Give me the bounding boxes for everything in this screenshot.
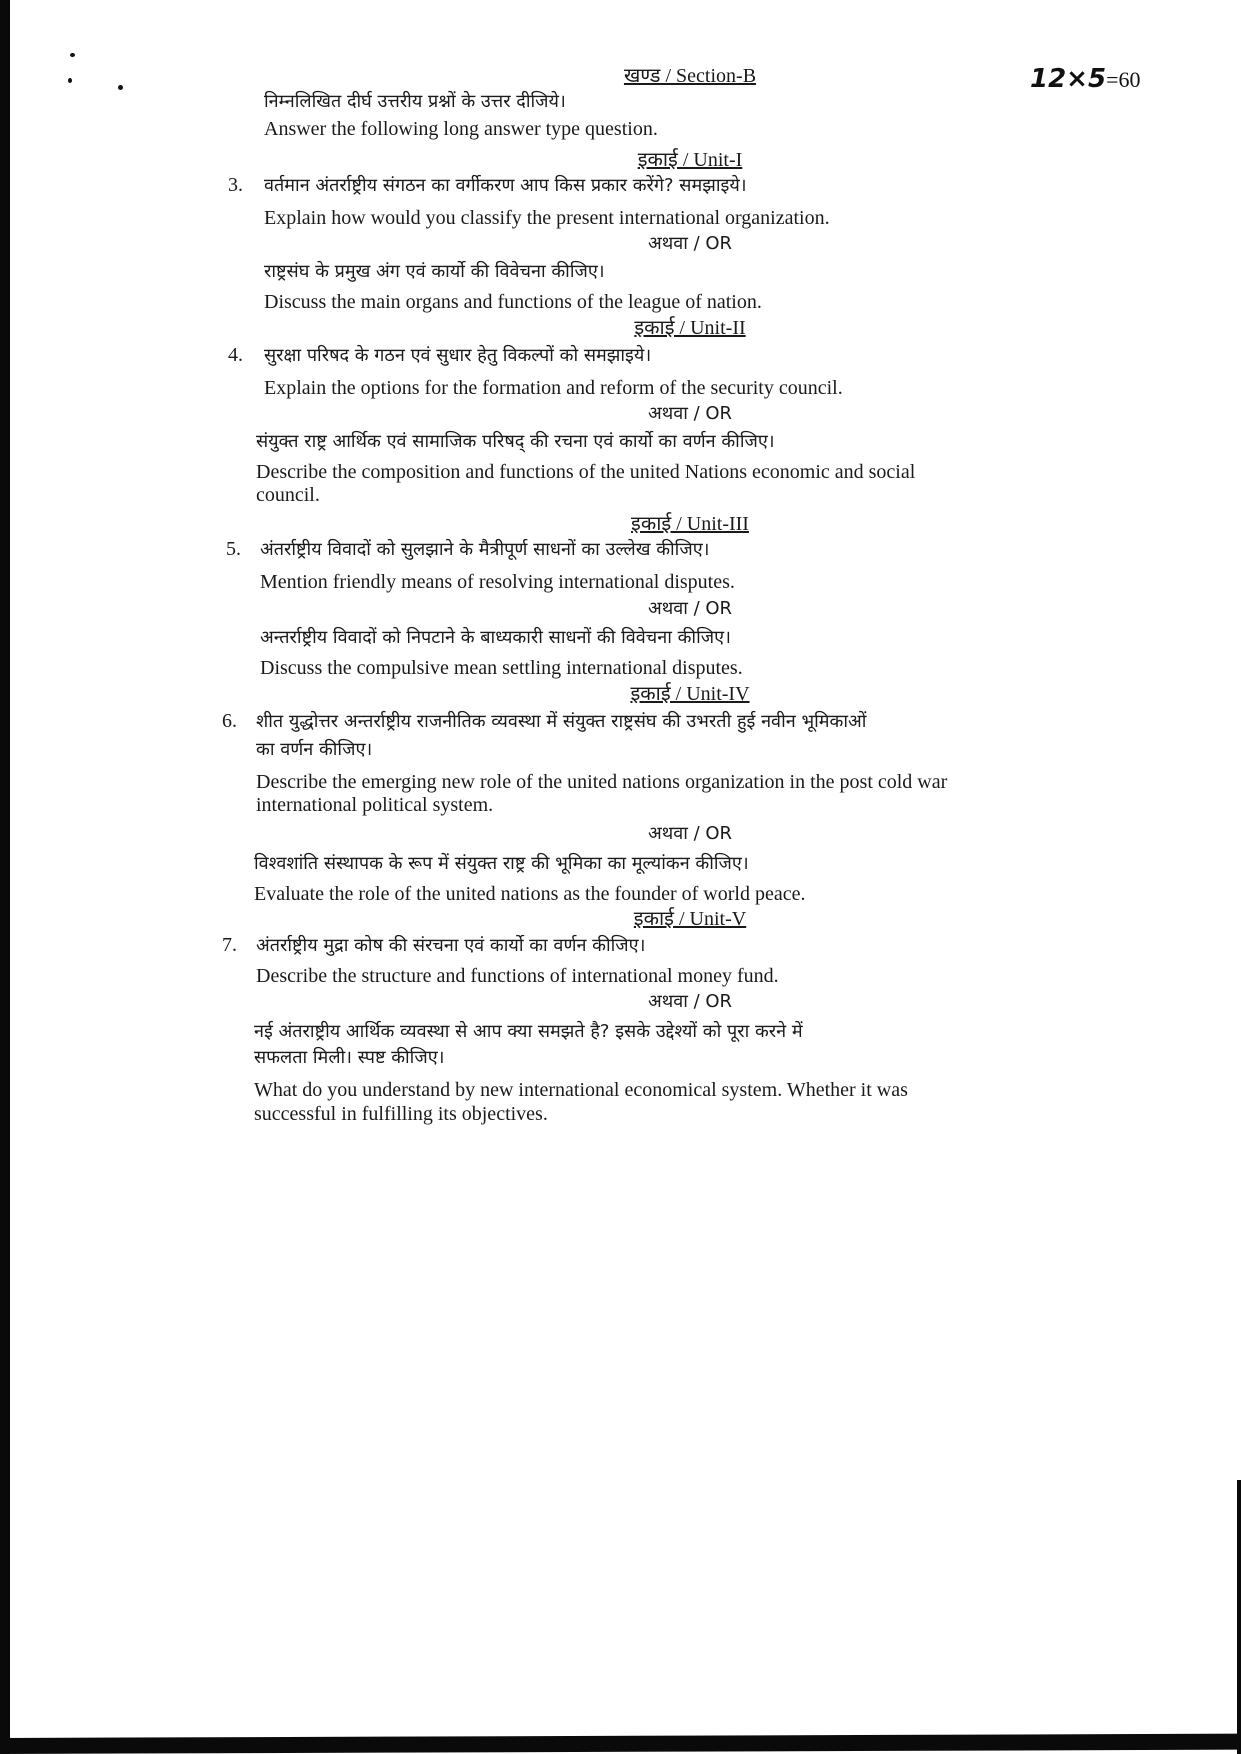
question-english: Describe the emerging new role of the united nations organization in the post cold war bbox=[256, 771, 948, 793]
question-hindi: सुरक्षा परिषद के गठन एवं सुधार हेतु विकल्पों को समझाइये। bbox=[264, 345, 652, 366]
unit-heading: इकाई / Unit-IV bbox=[630, 683, 750, 705]
question-hindi: अंतर्राष्ट्रीय विवादों को सुलझाने के मैत्रीपूर्ण साधनों का उल्लेख कीजिए। bbox=[260, 539, 710, 560]
question-number: 5. bbox=[226, 538, 241, 560]
alt-question-english: Evaluate the role of the united nations as the founder of world peace. bbox=[254, 883, 806, 905]
alt-question-hindi: नई अंतराष्ट्रीय आर्थिक व्यवस्था से आप क्या समझते है? इसके उद्देश्यों को पूरा करने में bbox=[254, 1021, 803, 1042]
question-number: 4. bbox=[228, 344, 243, 366]
alt-question-english: Discuss the main organs and functions of the league of nation. bbox=[264, 291, 762, 313]
marks-total: =60 bbox=[1106, 67, 1141, 92]
unit-heading: इकाई / Unit-II bbox=[634, 317, 746, 339]
question-english-cont: international political system. bbox=[256, 794, 494, 816]
alt-question-hindi: संयुक्त राष्ट्र आर्थिक एवं सामाजिक परिषद् की रचना एवं कार्यो का वर्णन कीजिए। bbox=[256, 431, 775, 452]
alt-question-english-cont: council. bbox=[256, 484, 320, 506]
alt-question-hindi: राष्ट्रसंघ के प्रमुख अंग एवं कार्यो की विवेचना कीजिए। bbox=[264, 261, 605, 282]
question-hindi: शीत युद्धोत्तर अन्तर्राष्ट्रीय राजनीतिक व्यवस्था में संयुक्त राष्ट्रसंघ की उभरती हुई नवीन भूमिकाओं bbox=[256, 711, 867, 732]
instruction-english: Answer the following long answer type question. bbox=[264, 118, 658, 140]
marks-handwritten: 12×5 bbox=[1030, 64, 1107, 94]
scan-speck bbox=[70, 53, 75, 57]
question-hindi: वर्तमान अंतर्राष्ट्रीय संगठन का वर्गीकरण आप किस प्रकार करेंगे? समझाइये। bbox=[264, 175, 747, 196]
unit-heading: इकाई / Unit-V bbox=[633, 908, 747, 930]
or-separator: अथवा / OR bbox=[647, 403, 733, 424]
or-separator: अथवा / OR bbox=[647, 598, 733, 619]
instruction-hindi: निम्नलिखित दीर्घ उत्तरीय प्रश्नों के उत्तर दीजिये। bbox=[264, 91, 566, 112]
or-separator: अथवा / OR bbox=[647, 991, 733, 1012]
alt-question-hindi: विश्वशांति संस्थापक के रूप में संयुक्त राष्ट्र की भूमिका का मूल्यांकन कीजिए। bbox=[254, 853, 749, 874]
question-english: Explain how would you classify the present international organization. bbox=[264, 207, 830, 229]
question-number: 3. bbox=[228, 174, 243, 196]
alt-question-hindi-cont: सफलता मिली। स्पष्ट कीजिए। bbox=[254, 1047, 445, 1068]
or-separator: अथवा / OR bbox=[647, 233, 733, 254]
scan-left-border bbox=[0, 0, 10, 1754]
alt-question-english: Discuss the compulsive mean settling international disputes. bbox=[260, 657, 743, 679]
unit-heading: इकाई / Unit-III bbox=[631, 513, 749, 535]
alt-question-english: Describe the composition and functions of the united Nations economic and social bbox=[256, 461, 916, 483]
unit-heading: इकाई / Unit-I bbox=[637, 149, 743, 171]
alt-question-english-cont: successful in fulfilling its objectives. bbox=[254, 1103, 548, 1125]
or-separator: अथवा / OR bbox=[647, 823, 733, 844]
question-english: Describe the structure and functions of international money fund. bbox=[256, 965, 779, 987]
question-hindi-cont: का वर्णन कीजिए। bbox=[256, 739, 373, 760]
question-number: 6. bbox=[222, 710, 237, 732]
question-hindi: अंतर्राष्ट्रीय मुद्रा कोष की संरचना एवं कार्यो का वर्णन कीजिए। bbox=[256, 935, 646, 956]
scan-bottom-border bbox=[0, 1734, 1241, 1754]
section-title: खण्ड / Section-B bbox=[623, 65, 757, 87]
question-number: 7. bbox=[222, 934, 237, 956]
question-english: Explain the options for the formation and reform of the security council. bbox=[264, 377, 843, 399]
alt-question-hindi: अन्तर्राष्ट्रीय विवादों को निपटाने के बाध्यकारी साधनों की विवेचना कीजिए। bbox=[260, 627, 731, 648]
alt-question-english: What do you understand by new international economical system. Whether it was bbox=[254, 1079, 908, 1101]
scan-right-border bbox=[1237, 1480, 1241, 1754]
question-english: Mention friendly means of resolving international disputes. bbox=[260, 571, 735, 593]
